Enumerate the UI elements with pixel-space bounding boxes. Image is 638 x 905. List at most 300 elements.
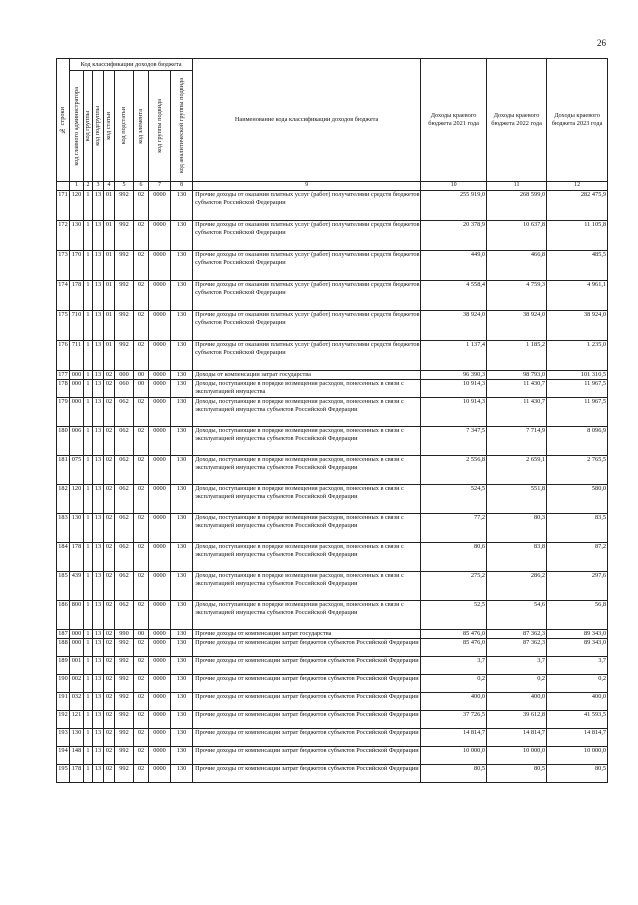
subkind-group-code-cell: 0000 [149, 251, 171, 281]
article-code-cell: 02 [104, 711, 115, 729]
subarticle-code-cell: 062 [115, 398, 134, 427]
group-code-cell: 1 [84, 693, 93, 711]
admin-code-cell: 120 [70, 191, 84, 221]
income-2022-cell: 400,0 [487, 693, 547, 711]
header-name: Наименование кода классификации доходов бюджета [193, 59, 421, 182]
subgroup-code-cell: 13 [93, 639, 104, 657]
subarticle-code-cell: 062 [115, 427, 134, 456]
group-code-cell: 1 [84, 675, 93, 693]
name-cell: Доходы, поступающие в порядке возмещения расходов, понесенных в связи с эксплуатацией имущества субъектов Российской Федерации [193, 485, 421, 514]
header-code-article: код статьи [104, 71, 115, 182]
column-number: 3 [93, 182, 104, 191]
income-2021-cell: 255 919,0 [421, 191, 487, 221]
subkind-group-code-cell: 0000 [149, 601, 171, 630]
admin-code-cell: 800 [70, 601, 84, 630]
group-code-cell: 1 [84, 543, 93, 572]
name-cell: Прочие доходы от оказания платных услуг (работ) получателями средств бюджетов субъектов Российской Федерации [193, 311, 421, 341]
element-code-cell: 00 [134, 630, 149, 639]
header-code-element: код элемента [134, 71, 149, 182]
subgroup-code-cell: 13 [93, 485, 104, 514]
income-2023-cell: 400,0 [547, 693, 608, 711]
element-code-cell: 02 [134, 251, 149, 281]
article-code-cell: 01 [104, 191, 115, 221]
article-code-cell: 02 [104, 380, 115, 398]
subkind-group-code-cell: 0000 [149, 572, 171, 601]
subkind-group-code-cell: 0000 [149, 657, 171, 675]
header-code-group: Код классификации доходов бюджета [70, 59, 193, 71]
admin-code-cell: 120 [70, 485, 84, 514]
income-2021-cell: 80,5 [421, 765, 487, 783]
income-2023-cell: 83,5 [547, 514, 608, 543]
income-2021-cell: 10 000,0 [421, 747, 487, 765]
row-number-cell: 195 [57, 765, 70, 783]
name-cell: Доходы, поступающие в порядке возмещения расходов, понесенных в связи с эксплуатацией имущества [193, 380, 421, 398]
element-code-cell: 02 [134, 543, 149, 572]
element-code-cell: 02 [134, 675, 149, 693]
income-2021-cell: 7 347,5 [421, 427, 487, 456]
table-row [57, 572, 608, 601]
column-number: 11 [487, 182, 547, 191]
subgroup-code-cell: 13 [93, 380, 104, 398]
name-cell: Прочие доходы от компенсации затрат бюджетов субъектов Российской Федерации [193, 639, 421, 657]
name-cell: Доходы, поступающие в порядке возмещения расходов, понесенных в связи с эксплуатацией имущества субъектов Российской Федерации [193, 456, 421, 485]
row-number-cell: 184 [57, 543, 70, 572]
table-row [57, 630, 608, 639]
column-number: 9 [193, 182, 421, 191]
income-2022-cell: 3,7 [487, 657, 547, 675]
analytic-code-cell: 130 [171, 657, 193, 675]
subkind-group-code-cell: 0000 [149, 693, 171, 711]
admin-code-cell: 000 [70, 380, 84, 398]
subarticle-code-cell: 062 [115, 543, 134, 572]
column-number: 10 [421, 182, 487, 191]
analytic-code-cell: 130 [171, 729, 193, 747]
income-2021-cell: 77,2 [421, 514, 487, 543]
subgroup-code-cell: 13 [93, 514, 104, 543]
subkind-group-code-cell: 0000 [149, 485, 171, 514]
analytic-code-cell: 130 [171, 371, 193, 380]
table-row [57, 380, 608, 398]
subkind-group-code-cell: 0000 [149, 747, 171, 765]
header-code-subgroup: код подгруппы [93, 71, 104, 182]
table-body [57, 191, 608, 783]
column-number: 2 [84, 182, 93, 191]
table-row [57, 543, 608, 572]
table-row [57, 639, 608, 657]
subkind-group-code-cell: 0000 [149, 380, 171, 398]
row-number-cell: 190 [57, 675, 70, 693]
group-code-cell: 1 [84, 427, 93, 456]
subkind-group-code-cell: 0000 [149, 765, 171, 783]
income-2022-cell: 10 637,8 [487, 221, 547, 251]
subkind-group-code-cell: 0000 [149, 729, 171, 747]
element-code-cell: 00 [134, 380, 149, 398]
article-code-cell: 02 [104, 747, 115, 765]
subkind-group-code-cell: 0000 [149, 371, 171, 380]
income-2021-cell: 85 476,0 [421, 639, 487, 657]
income-2023-cell: 11 967,5 [547, 380, 608, 398]
group-code-cell: 1 [84, 398, 93, 427]
analytic-code-cell: 130 [171, 630, 193, 639]
element-code-cell: 02 [134, 572, 149, 601]
income-2022-cell: 83,8 [487, 543, 547, 572]
row-number-cell: 177 [58, 371, 68, 378]
admin-code-cell: 121 [70, 711, 84, 729]
subkind-group-code-cell: 0000 [149, 639, 171, 657]
group-code-cell: 1 [84, 514, 93, 543]
name-cell: Доходы, поступающие в порядке возмещения расходов, понесенных в связи с эксплуатацией имущества субъектов Российской Федерации [193, 601, 421, 630]
group-code-cell: 1 [84, 371, 93, 380]
income-2022-cell: 4 759,3 [487, 281, 547, 311]
name-cell: Прочие доходы от компенсации затрат бюджетов субъектов Российской Федерации [193, 693, 421, 711]
group-code-cell: 1 [84, 729, 93, 747]
analytic-code-cell: 130 [171, 485, 193, 514]
element-code-cell: 02 [134, 456, 149, 485]
table-row [57, 341, 608, 371]
header-code-subkind-group: код группы подвида [149, 71, 171, 182]
analytic-code-cell: 130 [171, 675, 193, 693]
name-cell: Прочие доходы от оказания платных услуг (работ) получателями средств бюджетов субъектов Российской Федерации [193, 251, 421, 281]
subarticle-code-cell: 992 [115, 191, 134, 221]
subgroup-code-cell: 13 [93, 398, 104, 427]
income-2023-cell: 41 593,5 [547, 711, 608, 729]
article-code-cell: 02 [104, 514, 115, 543]
analytic-code-cell: 130 [171, 543, 193, 572]
group-code-cell: 1 [84, 657, 93, 675]
income-2021-cell: 85 476,0 [421, 630, 487, 639]
income-2023-cell: 38 924,0 [547, 311, 608, 341]
income-2021-cell: 37 726,5 [421, 711, 487, 729]
admin-code-cell: 075 [70, 456, 84, 485]
name-cell: Доходы, поступающие в порядке возмещения расходов, понесенных в связи с эксплуатацией имущества субъектов Российской Федерации [193, 572, 421, 601]
group-code-cell: 1 [84, 630, 93, 639]
group-code-cell: 1 [84, 485, 93, 514]
article-code-cell: 01 [104, 251, 115, 281]
element-code-cell: 02 [134, 729, 149, 747]
analytic-code-cell: 130 [171, 514, 193, 543]
subkind-group-code-cell: 0000 [149, 191, 171, 221]
admin-code-cell: 130 [70, 221, 84, 251]
income-2022-cell: 2 659,1 [487, 456, 547, 485]
analytic-code-cell: 130 [171, 711, 193, 729]
subarticle-code-cell: 060 [115, 380, 134, 398]
element-code-cell: 02 [134, 281, 149, 311]
subkind-group-code-cell: 0000 [149, 630, 171, 639]
page-number: 26 [597, 38, 606, 48]
subarticle-code-cell: 992 [115, 765, 134, 783]
row-number-cell: 174 [57, 281, 70, 311]
admin-code-cell: 170 [70, 251, 84, 281]
income-2021-cell: 0,2 [421, 675, 487, 693]
subarticle-code-cell: 992 [115, 221, 134, 251]
income-2021-cell: 1 137,4 [421, 341, 487, 371]
income-2023-cell: 10 000,0 [547, 747, 608, 765]
subkind-group-code-cell: 0000 [149, 456, 171, 485]
income-2023-cell: 89 343,0 [547, 639, 608, 657]
subgroup-code-cell: 13 [93, 191, 104, 221]
article-code-cell: 02 [104, 639, 115, 657]
income-2023-cell: 8 096,9 [547, 427, 608, 456]
subgroup-code-cell: 13 [93, 341, 104, 371]
table-row [57, 485, 608, 514]
income-2022-cell: 98 793,0 [487, 371, 547, 380]
subkind-group-code-cell: 0000 [149, 711, 171, 729]
row-number-cell: 176 [57, 341, 70, 371]
subarticle-code-cell: 062 [115, 572, 134, 601]
name-cell: Прочие доходы от компенсации затрат бюджетов субъектов Российской Федерации [193, 729, 421, 747]
income-2023-cell: 87,2 [547, 543, 608, 572]
element-code-cell: 02 [134, 341, 149, 371]
row-number-cell: 172 [57, 221, 70, 251]
table-row [57, 398, 608, 427]
table-row [57, 711, 608, 729]
subkind-group-code-cell: 0000 [149, 543, 171, 572]
name-cell: Доходы, поступающие в порядке возмещения расходов, понесенных в связи с эксплуатацией имущества субъектов Российской Федерации [193, 427, 421, 456]
analytic-code-cell: 130 [171, 456, 193, 485]
subarticle-code-cell: 992 [115, 711, 134, 729]
group-code-cell: 1 [84, 311, 93, 341]
income-2021-cell: 10 914,3 [421, 380, 487, 398]
name-cell: Прочие доходы от оказания платных услуг (работ) получателями средств бюджетов субъектов Российской Федерации [193, 341, 421, 371]
element-code-cell: 02 [134, 311, 149, 341]
table-row [57, 191, 608, 221]
group-code-cell: 1 [84, 711, 93, 729]
name-cell: Прочие доходы от оказания платных услуг (работ) получателями средств бюджетов субъектов Российской Федерации [193, 221, 421, 251]
subgroup-code-cell: 13 [93, 427, 104, 456]
article-code-cell: 02 [104, 601, 115, 630]
admin-code-cell: 178 [70, 765, 84, 783]
analytic-code-cell: 130 [171, 380, 193, 398]
name-cell: Доходы, поступающие в порядке возмещения расходов, понесенных в связи с эксплуатацией имущества субъектов Российской Федерации [193, 543, 421, 572]
element-code-cell: 02 [134, 191, 149, 221]
subgroup-code-cell: 13 [93, 456, 104, 485]
article-code-cell: 02 [104, 543, 115, 572]
group-code-cell: 1 [84, 747, 93, 765]
name-cell: Прочие доходы от компенсации затрат бюджетов субъектов Российской Федерации [193, 711, 421, 729]
article-code-cell: 02 [104, 572, 115, 601]
header-code-analytic: код аналитической группы подвида [171, 71, 193, 182]
group-code-cell: 1 [84, 456, 93, 485]
admin-code-cell: 148 [70, 747, 84, 765]
table-row [57, 427, 608, 456]
analytic-code-cell: 130 [171, 601, 193, 630]
income-2023-cell: 0,2 [547, 675, 608, 693]
analytic-code-cell: 130 [171, 572, 193, 601]
header-row-number: № строки [57, 59, 70, 182]
group-code-cell: 1 [84, 639, 93, 657]
element-code-cell: 02 [134, 514, 149, 543]
admin-code-cell: 000 [70, 630, 84, 639]
row-number-cell: 183 [57, 514, 70, 543]
analytic-code-cell: 130 [171, 693, 193, 711]
subarticle-code-cell: 062 [115, 456, 134, 485]
income-2021-cell: 80,6 [421, 543, 487, 572]
analytic-code-cell: 130 [171, 398, 193, 427]
subkind-group-code-cell: 0000 [149, 311, 171, 341]
subarticle-code-cell: 992 [115, 729, 134, 747]
table-row [57, 765, 608, 783]
subgroup-code-cell: 13 [93, 711, 104, 729]
subgroup-code-cell: 13 [93, 543, 104, 572]
element-code-cell: 02 [134, 657, 149, 675]
article-code-cell: 02 [104, 371, 115, 380]
subarticle-code-cell: 990 [115, 630, 134, 639]
subgroup-code-cell: 13 [93, 311, 104, 341]
row-number-cell: 171 [57, 191, 70, 221]
name-cell: Доходы, поступающие в порядке возмещения расходов, понесенных в связи с эксплуатацией имущества субъектов Российской Федерации [193, 398, 421, 427]
element-code-cell: 02 [134, 398, 149, 427]
subkind-group-code-cell: 0000 [149, 398, 171, 427]
element-code-cell: 02 [134, 747, 149, 765]
subarticle-code-cell: 992 [115, 657, 134, 675]
subarticle-code-cell: 062 [115, 485, 134, 514]
admin-code-cell: 001 [70, 657, 84, 675]
row-number-cell: 189 [57, 657, 70, 675]
income-2023-cell: 3,7 [547, 657, 608, 675]
subarticle-code-cell: 992 [115, 251, 134, 281]
admin-code-cell: 000 [70, 639, 84, 657]
income-2021-cell: 96 390,3 [421, 371, 487, 380]
article-code-cell: 02 [104, 693, 115, 711]
name-cell: Прочие доходы от компенсации затрат бюджетов субъектов Российской Федерации [193, 765, 421, 783]
income-2023-cell: 580,0 [547, 485, 608, 514]
row-number-cell: 179 [57, 398, 70, 427]
income-2023-cell: 297,6 [547, 572, 608, 601]
header-income-2022: Доходы краевого бюджета 2022 года [487, 59, 547, 182]
income-2022-cell: 54,6 [487, 601, 547, 630]
article-code-cell: 01 [104, 341, 115, 371]
name-cell: Прочие доходы от компенсации затрат государства [193, 630, 421, 639]
element-code-cell: 00 [134, 371, 149, 380]
subarticle-code-cell: 992 [115, 639, 134, 657]
income-2021-cell: 275,2 [421, 572, 487, 601]
element-code-cell: 02 [134, 601, 149, 630]
admin-code-cell: 032 [70, 693, 84, 711]
admin-code-cell: 439 [70, 572, 84, 601]
income-2022-cell: 551,8 [487, 485, 547, 514]
income-2022-cell: 11 430,7 [487, 380, 547, 398]
income-2022-cell: 39 612,8 [487, 711, 547, 729]
income-2023-cell: 2 765,5 [547, 456, 608, 485]
column-number: 7 [149, 182, 171, 191]
admin-code-cell: 710 [70, 311, 84, 341]
subgroup-code-cell: 13 [93, 572, 104, 601]
article-code-cell: 02 [104, 398, 115, 427]
row-number-cell: 192 [57, 711, 70, 729]
subgroup-code-cell: 13 [93, 601, 104, 630]
income-2023-cell: 101 310,5 [547, 371, 608, 380]
group-code-cell: 1 [84, 251, 93, 281]
name-cell: Прочие доходы от компенсации затрат бюджетов субъектов Российской Федерации [193, 747, 421, 765]
subkind-group-code-cell: 0000 [149, 675, 171, 693]
header-code-group-col: код группы [84, 71, 93, 182]
income-2022-cell: 286,2 [487, 572, 547, 601]
income-2022-cell: 80,3 [487, 514, 547, 543]
group-code-cell: 1 [84, 572, 93, 601]
income-2021-cell: 3,7 [421, 657, 487, 675]
analytic-code-cell: 130 [171, 311, 193, 341]
subarticle-code-cell: 992 [115, 311, 134, 341]
analytic-code-cell: 130 [171, 427, 193, 456]
header-code-subarticle: код подстатьи [115, 71, 134, 182]
subarticle-code-cell: 992 [115, 675, 134, 693]
article-code-cell: 02 [104, 630, 115, 639]
group-code-cell: 1 [84, 221, 93, 251]
subgroup-code-cell: 13 [93, 765, 104, 783]
table-row [57, 693, 608, 711]
row-number-cell: 175 [57, 311, 70, 341]
income-2022-cell: 0,2 [487, 675, 547, 693]
subgroup-code-cell: 13 [93, 221, 104, 251]
income-2021-cell: 14 814,7 [421, 729, 487, 747]
table-row [57, 675, 608, 693]
element-code-cell: 02 [134, 693, 149, 711]
group-code-cell: 1 [84, 341, 93, 371]
admin-code-cell: 178 [70, 543, 84, 572]
income-2022-cell: 87 362,3 [487, 630, 547, 639]
article-code-cell: 02 [104, 456, 115, 485]
income-2022-cell: 268 599,0 [487, 191, 547, 221]
subgroup-code-cell: 13 [93, 693, 104, 711]
analytic-code-cell: 130 [171, 639, 193, 657]
article-code-cell: 01 [104, 221, 115, 251]
article-code-cell: 02 [104, 765, 115, 783]
table-row [57, 251, 608, 281]
table-row [57, 281, 608, 311]
income-2023-cell: 282 475,9 [547, 191, 608, 221]
element-code-cell: 02 [134, 485, 149, 514]
income-2023-cell: 11 105,8 [547, 221, 608, 251]
column-number: 1 [70, 182, 84, 191]
element-code-cell: 02 [134, 639, 149, 657]
subarticle-code-cell: 992 [115, 747, 134, 765]
article-code-cell: 02 [104, 485, 115, 514]
income-2023-cell: 56,8 [547, 601, 608, 630]
subgroup-code-cell: 13 [93, 630, 104, 639]
income-2022-cell: 80,5 [487, 765, 547, 783]
subarticle-code-cell: 062 [115, 514, 134, 543]
header-income-2023: Доходы краевого бюджета 2023 года [547, 59, 608, 182]
income-2022-cell: 38 924,0 [487, 311, 547, 341]
table-row [57, 456, 608, 485]
name-cell: Доходы от компенсации затрат государства [193, 371, 421, 380]
subkind-group-code-cell: 0000 [149, 427, 171, 456]
income-2021-cell: 449,0 [421, 251, 487, 281]
subarticle-code-cell: 992 [115, 281, 134, 311]
analytic-code-cell: 130 [171, 281, 193, 311]
subkind-group-code-cell: 0000 [149, 514, 171, 543]
income-2022-cell: 1 185,2 [487, 341, 547, 371]
column-number: 5 [115, 182, 134, 191]
column-number: 12 [547, 182, 608, 191]
admin-code-cell: 006 [70, 427, 84, 456]
column-number: 4 [104, 182, 115, 191]
article-code-cell: 02 [104, 675, 115, 693]
income-2022-cell: 11 430,7 [487, 398, 547, 427]
row-number-cell: 173 [57, 251, 70, 281]
column-number-row [57, 182, 608, 191]
name-cell: Прочие доходы от компенсации затрат бюджетов субъектов Российской Федерации [193, 675, 421, 693]
article-code-cell: 01 [104, 311, 115, 341]
group-code-cell: 1 [84, 601, 93, 630]
table-row [57, 601, 608, 630]
analytic-code-cell: 130 [171, 191, 193, 221]
header-code-admin: код главного администратора [70, 71, 84, 182]
element-code-cell: 02 [134, 427, 149, 456]
admin-code-cell: 002 [70, 675, 84, 693]
header-income-2021: Доходы краевого бюджета 2021 года [421, 59, 487, 182]
income-2021-cell: 2 556,8 [421, 456, 487, 485]
